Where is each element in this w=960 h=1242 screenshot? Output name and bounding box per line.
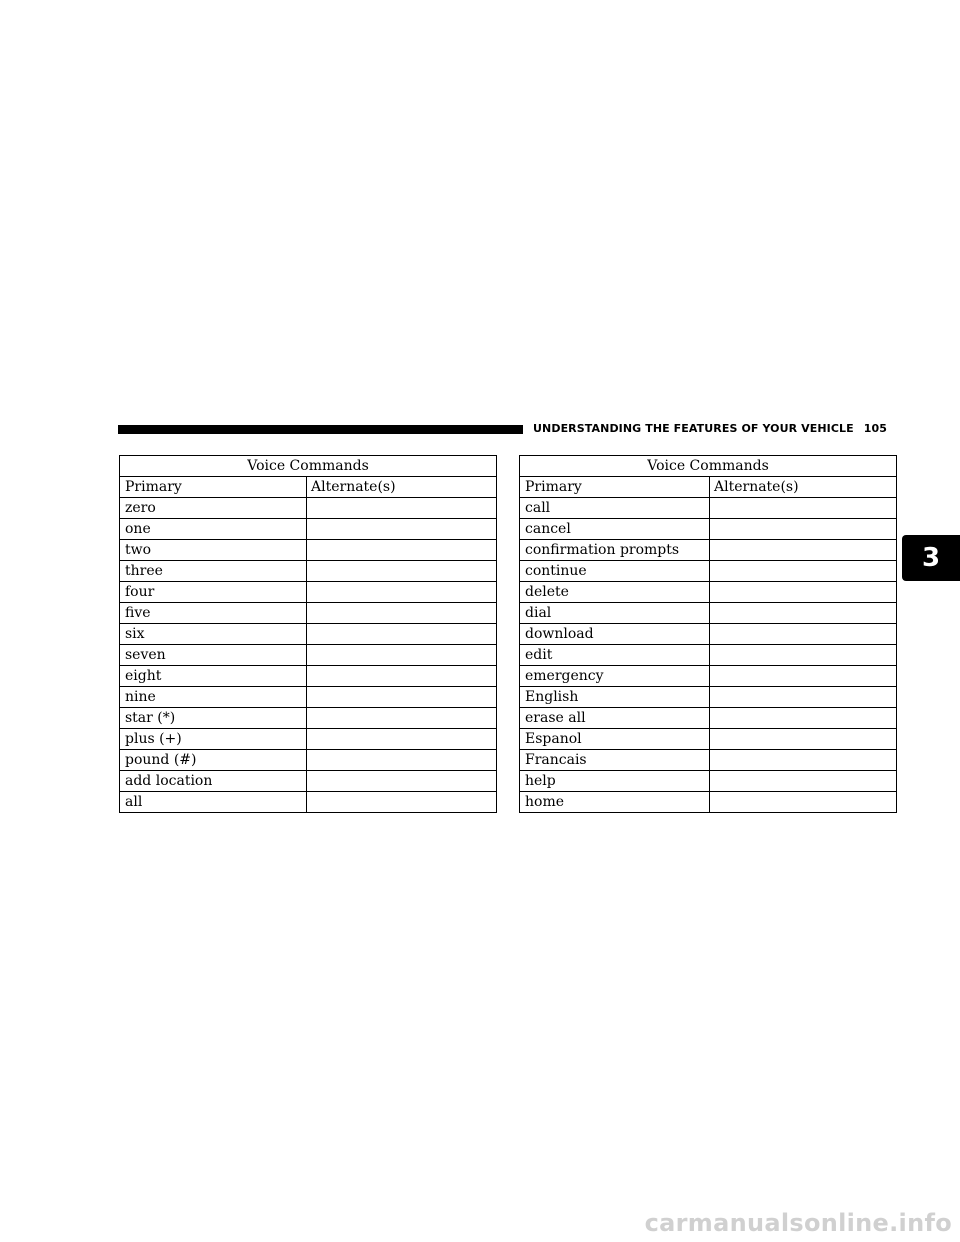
alternate-command-cell (710, 666, 897, 687)
header-rule (118, 425, 523, 434)
primary-command-cell: five (120, 603, 307, 624)
alternate-command-cell (710, 750, 897, 771)
table-row (520, 561, 897, 582)
primary-command-cell: star (*) (120, 708, 307, 729)
alternate-command-cell (307, 603, 497, 624)
primary-command-cell: Francais (520, 750, 710, 771)
table-row (120, 561, 497, 582)
primary-command-cell: plus (+) (120, 729, 307, 750)
alternate-command-cell (307, 687, 497, 708)
table-row (520, 519, 897, 540)
alternate-command-cell (307, 561, 497, 582)
alternate-command-cell (710, 771, 897, 792)
alternate-command-cell (710, 603, 897, 624)
alternate-command-cell (710, 792, 897, 813)
primary-command-cell: continue (520, 561, 710, 582)
alternate-command-cell (307, 624, 497, 645)
header-title: UNDERSTANDING THE FEATURES OF YOUR VEHICLE (533, 422, 854, 435)
table-title: Voice Commands (120, 456, 497, 477)
table-row (120, 666, 497, 687)
alternate-command-cell (307, 771, 497, 792)
primary-command-cell: pound (#) (120, 750, 307, 771)
alternate-command-cell (307, 792, 497, 813)
table-row (520, 771, 897, 792)
table-header-row (120, 477, 497, 498)
primary-command-cell: download (520, 624, 710, 645)
primary-command-cell: call (520, 498, 710, 519)
table-row (120, 519, 497, 540)
table-row (520, 645, 897, 666)
primary-command-cell: English (520, 687, 710, 708)
table-title-row (120, 456, 497, 477)
primary-command-cell: help (520, 771, 710, 792)
table-row (520, 498, 897, 519)
table-row (120, 540, 497, 561)
column-header-alternate: Alternate(s) (710, 477, 897, 498)
table-row (120, 729, 497, 750)
primary-command-cell: all (120, 792, 307, 813)
alternate-command-cell (307, 729, 497, 750)
alternate-command-cell (307, 582, 497, 603)
primary-command-cell: one (120, 519, 307, 540)
alternate-command-cell (710, 687, 897, 708)
chapter-tab: 3 (902, 535, 960, 581)
table-row (120, 708, 497, 729)
table-row (120, 750, 497, 771)
primary-command-cell: six (120, 624, 307, 645)
table-row (120, 582, 497, 603)
alternate-command-cell (710, 708, 897, 729)
alternate-command-cell (710, 582, 897, 603)
alternate-command-cell (710, 498, 897, 519)
alternate-command-cell (710, 540, 897, 561)
table-row (520, 750, 897, 771)
alternate-command-cell (710, 645, 897, 666)
alternate-command-cell (307, 498, 497, 519)
table-row (120, 624, 497, 645)
primary-command-cell: Espanol (520, 729, 710, 750)
table-row (120, 771, 497, 792)
table-title-row (520, 456, 897, 477)
table-title: Voice Commands (520, 456, 897, 477)
primary-command-cell: seven (120, 645, 307, 666)
table-row (120, 603, 497, 624)
column-header-alternate: Alternate(s) (307, 477, 497, 498)
table-row (520, 603, 897, 624)
primary-command-cell: erase all (520, 708, 710, 729)
column-header-primary: Primary (520, 477, 710, 498)
page-number: 105 (863, 422, 887, 435)
table-row (520, 687, 897, 708)
voice-commands-table-left (119, 455, 497, 813)
primary-command-cell: eight (120, 666, 307, 687)
table-row (120, 687, 497, 708)
table-header-row (520, 477, 897, 498)
alternate-command-cell (710, 561, 897, 582)
primary-command-cell: add location (120, 771, 307, 792)
table-row (120, 645, 497, 666)
primary-command-cell: delete (520, 582, 710, 603)
primary-command-cell: zero (120, 498, 307, 519)
primary-command-cell: cancel (520, 519, 710, 540)
alternate-command-cell (307, 750, 497, 771)
table-row (520, 708, 897, 729)
alternate-command-cell (710, 624, 897, 645)
primary-command-cell: nine (120, 687, 307, 708)
alternate-command-cell (710, 729, 897, 750)
column-header-primary: Primary (120, 477, 307, 498)
alternate-command-cell (307, 708, 497, 729)
watermark-text: carmanualsonline.info (644, 1209, 952, 1237)
alternate-command-cell (307, 519, 497, 540)
running-header (533, 422, 887, 435)
primary-command-cell: dial (520, 603, 710, 624)
alternate-command-cell (307, 645, 497, 666)
primary-command-cell: confirmation prompts (520, 540, 710, 561)
alternate-command-cell (307, 540, 497, 561)
table-row (520, 540, 897, 561)
table-row (520, 792, 897, 813)
primary-command-cell: edit (520, 645, 710, 666)
primary-command-cell: three (120, 561, 307, 582)
table-row (520, 624, 897, 645)
table-row (520, 729, 897, 750)
voice-commands-table-right (519, 455, 897, 813)
alternate-command-cell (710, 519, 897, 540)
primary-command-cell: home (520, 792, 710, 813)
primary-command-cell: emergency (520, 666, 710, 687)
primary-command-cell: two (120, 540, 307, 561)
table-row (520, 582, 897, 603)
table-row (120, 498, 497, 519)
primary-command-cell: four (120, 582, 307, 603)
table-row (120, 792, 497, 813)
alternate-command-cell (307, 666, 497, 687)
table-row (520, 666, 897, 687)
